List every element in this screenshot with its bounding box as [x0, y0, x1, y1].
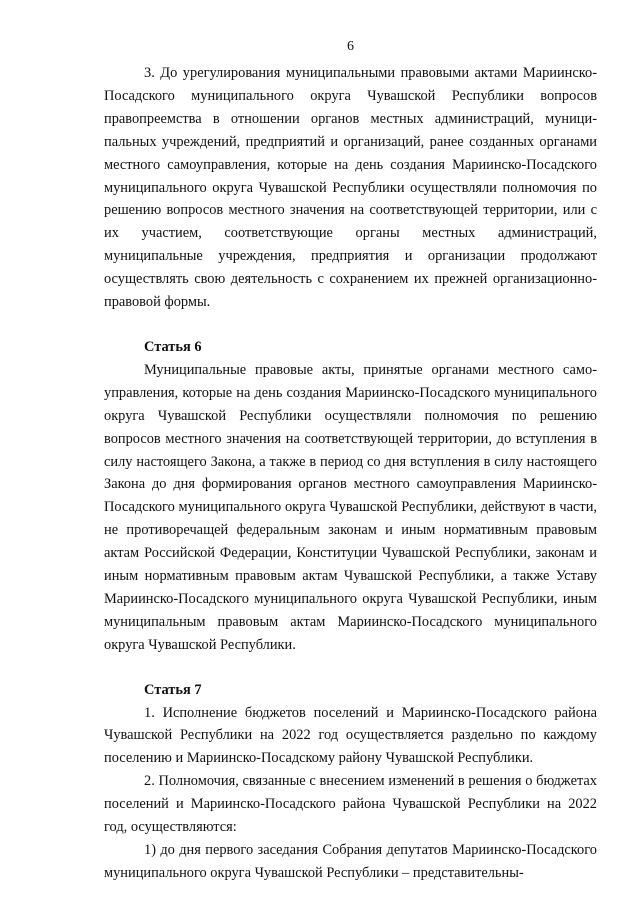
article6-paragraph: Муниципальные правовые акты, принятые органами местного самоуправления, которые на день создания Мариинско-Посадского муниципального округа Чувашской Республики осуществляли полномочия по решению вопросов местного значения на соответствующей территории, до вступления в силу настоящего Закона, а также в период со дня вступления в силу настоящего Закона до дня формирования органов местного самоуправления Мариинско-Посадского муниципального округа Чувашской Республики, действуют в части, не противоречащей федеральным законам и иным нормативным правовым актам Российской Федерации, Конституции Чувашской Республики, законам и иным нормативным правовым актам Чувашской Республики, а также Уставу Мариинско-Посадского муниципального округа Чувашской Республики, иным муниципальным правовым актам Мариинско-Посадского муниципального округа Чувашской Республики. — [104, 361, 597, 653]
page-number: 6 — [347, 39, 354, 54]
paragraph-gap — [104, 314, 597, 336]
article7-paragraph-2: 2. Полномочия, связанные с внесением изменений в решения о бюджетах поселений и Мариинско-Посадского района Чувашской Республики на 2022 год, осуществляются: — [104, 773, 597, 836]
document-body — [104, 62, 597, 885]
section5-paragraph-3: 3. До урегулирования муниципальными правовыми актами Мариинско-Посадского муниципального округа Чувашской Республики вопросов правопреемства в отношении органов местных администраций, муниципальных учреждений, предприятий и организаций, ранее созданных органами местного самоуправления, которые на день создания Мариинско-Посадского муниципального округа Чувашской Республики осуществляли полномочия по решению вопросов местного значения на соответствующей территории, или с их участием, соответствующие органы местных администраций, муниципальные учреждения, предприятия и организации продолжают осуществлять свою деятельность с сохранением их прежней организационно-правовой формы. — [104, 65, 597, 311]
article7-heading: Статья 7 — [144, 681, 202, 698]
article7-paragraph-3: 1) до дня первого заседания Собрания депутатов Мариинско-Посадского муниципального округа Чувашской Республики – представительны- — [104, 842, 597, 881]
article6-heading: Статья 6 — [144, 338, 202, 355]
paragraph-gap — [104, 657, 597, 679]
article7-paragraph-1: 1. Исполнение бюджетов поселений и Мариинско-Посадского района Чувашской Республики на 2022 год осуществляется раздельно по каждому поселению и Мариинско-Посадскому району Чувашской Республики. — [104, 704, 597, 767]
